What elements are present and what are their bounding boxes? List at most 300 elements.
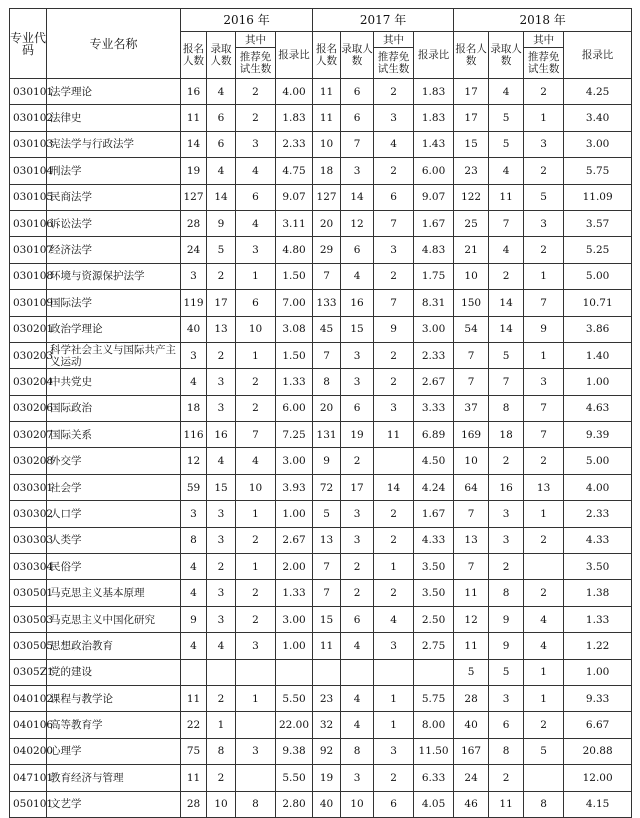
table-cell: 9 bbox=[181, 606, 207, 632]
table-cell: 40 bbox=[181, 316, 207, 342]
header-applicants: 报名人数 bbox=[313, 32, 341, 79]
table-cell: 1 bbox=[524, 105, 564, 131]
table-cell: 5.00 bbox=[564, 263, 632, 289]
table-cell: 45 bbox=[313, 316, 341, 342]
table-cell: 15 bbox=[454, 131, 489, 157]
table-cell: 5.25 bbox=[564, 237, 632, 263]
table-cell: 6.67 bbox=[564, 712, 632, 738]
table-cell: 8 bbox=[489, 738, 524, 764]
table-cell: 2 bbox=[524, 580, 564, 606]
table-cell: 1.33 bbox=[276, 369, 313, 395]
table-cell: 133 bbox=[313, 290, 341, 316]
table-cell: 9.38 bbox=[276, 738, 313, 764]
header-year: 2018 年 bbox=[454, 9, 632, 32]
table-cell bbox=[374, 448, 414, 474]
major-code: 030301 bbox=[10, 474, 47, 500]
table-cell: 1.75 bbox=[414, 263, 454, 289]
table-cell: 6 bbox=[341, 395, 374, 421]
table-cell: 3.08 bbox=[276, 316, 313, 342]
table-row bbox=[10, 158, 632, 184]
header-applicants: 报名人数 bbox=[181, 32, 207, 79]
major-code: 030203 bbox=[10, 342, 47, 368]
table-cell: 1 bbox=[374, 712, 414, 738]
table-cell: 7 bbox=[524, 422, 564, 448]
table-cell: 3 bbox=[181, 342, 207, 368]
table-cell: 5.75 bbox=[414, 685, 454, 711]
table-cell: 28 bbox=[181, 791, 207, 817]
table-cell: 7 bbox=[374, 210, 414, 236]
table-cell: 11 bbox=[181, 685, 207, 711]
header-of-which: 其中 bbox=[236, 32, 276, 48]
table-cell: 20 bbox=[313, 395, 341, 421]
major-code: 047101 bbox=[10, 765, 47, 791]
table-cell: 3 bbox=[207, 606, 236, 632]
major-code: 0305Z1 bbox=[10, 659, 47, 685]
header-name: 专业名称 bbox=[47, 9, 181, 79]
table-cell: 4 bbox=[207, 633, 236, 659]
table-cell: 12 bbox=[181, 448, 207, 474]
table-cell: 2 bbox=[374, 527, 414, 553]
table-cell: 3 bbox=[374, 105, 414, 131]
table-cell: 11 bbox=[454, 633, 489, 659]
table-cell: 4 bbox=[374, 606, 414, 632]
table-cell: 16 bbox=[181, 79, 207, 105]
table-cell: 15 bbox=[313, 606, 341, 632]
header-ratio: 报录比 bbox=[414, 32, 454, 79]
major-code: 030302 bbox=[10, 501, 47, 527]
table-cell: 2 bbox=[374, 263, 414, 289]
major-name: 心理学 bbox=[47, 738, 181, 764]
table-cell bbox=[414, 659, 454, 685]
header-recommended: 推荐免试生数 bbox=[374, 48, 414, 79]
table-cell: 6.89 bbox=[414, 422, 454, 448]
table-cell: 7 bbox=[454, 342, 489, 368]
table-cell: 2 bbox=[207, 765, 236, 791]
table-cell: 8 bbox=[236, 791, 276, 817]
table-row bbox=[10, 633, 632, 659]
table-cell: 7 bbox=[313, 263, 341, 289]
table-row bbox=[10, 237, 632, 263]
major-name: 国际政治 bbox=[47, 395, 181, 421]
table-cell: 16 bbox=[207, 422, 236, 448]
table-cell: 7 bbox=[524, 290, 564, 316]
table-cell: 1 bbox=[207, 712, 236, 738]
table-cell: 2.33 bbox=[564, 501, 632, 527]
table-cell: 4.15 bbox=[564, 791, 632, 817]
table-cell: 9 bbox=[374, 316, 414, 342]
table-cell: 7 bbox=[341, 131, 374, 157]
table-cell: 4 bbox=[236, 210, 276, 236]
header-year: 2016 年 bbox=[181, 9, 313, 32]
table-cell: 2 bbox=[207, 342, 236, 368]
table-cell: 1.83 bbox=[414, 105, 454, 131]
header-admitted: 录取人数 bbox=[489, 32, 524, 79]
table-cell: 5 bbox=[489, 105, 524, 131]
major-name: 刑法学 bbox=[47, 158, 181, 184]
table-cell: 9 bbox=[207, 210, 236, 236]
major-code: 030109 bbox=[10, 290, 47, 316]
table-cell: 116 bbox=[181, 422, 207, 448]
table-row bbox=[10, 369, 632, 395]
table-cell: 40 bbox=[313, 791, 341, 817]
table-cell: 11 bbox=[313, 633, 341, 659]
table-cell: 6 bbox=[207, 105, 236, 131]
table-row bbox=[10, 738, 632, 764]
table-cell: 24 bbox=[454, 765, 489, 791]
table-cell bbox=[207, 659, 236, 685]
table-cell: 3.50 bbox=[564, 554, 632, 580]
table-cell bbox=[374, 659, 414, 685]
table-cell: 16 bbox=[341, 290, 374, 316]
table-cell: 16 bbox=[489, 474, 524, 500]
table-row bbox=[10, 580, 632, 606]
major-code: 030501 bbox=[10, 580, 47, 606]
table-cell: 4 bbox=[524, 606, 564, 632]
table-cell: 7 bbox=[454, 501, 489, 527]
table-cell: 3 bbox=[341, 765, 374, 791]
table-cell: 1.83 bbox=[276, 105, 313, 131]
table-cell: 14 bbox=[374, 474, 414, 500]
table-row bbox=[10, 422, 632, 448]
major-name: 民俗学 bbox=[47, 554, 181, 580]
table-cell: 17 bbox=[341, 474, 374, 500]
table-row bbox=[10, 791, 632, 817]
table-cell: 1 bbox=[524, 342, 564, 368]
table-cell: 3.00 bbox=[276, 448, 313, 474]
table-cell: 11 bbox=[374, 422, 414, 448]
table-cell: 10 bbox=[236, 316, 276, 342]
table-cell: 5 bbox=[524, 738, 564, 764]
table-cell: 1.00 bbox=[276, 501, 313, 527]
table-cell: 150 bbox=[454, 290, 489, 316]
table-cell: 23 bbox=[313, 685, 341, 711]
table-cell: 3 bbox=[341, 527, 374, 553]
table-cell: 7 bbox=[313, 342, 341, 368]
table-row bbox=[10, 527, 632, 553]
table-cell: 4.50 bbox=[414, 448, 454, 474]
table-cell: 19 bbox=[313, 765, 341, 791]
table-cell bbox=[236, 712, 276, 738]
table-cell: 2 bbox=[236, 395, 276, 421]
table-cell: 4 bbox=[236, 448, 276, 474]
header-recommended: 推荐免试生数 bbox=[236, 48, 276, 79]
table-cell: 28 bbox=[181, 210, 207, 236]
table-cell: 20.88 bbox=[564, 738, 632, 764]
table-row bbox=[10, 474, 632, 500]
table-cell: 92 bbox=[313, 738, 341, 764]
table-cell: 2 bbox=[524, 712, 564, 738]
table-cell: 18 bbox=[313, 158, 341, 184]
table-cell: 7.00 bbox=[276, 290, 313, 316]
table-cell: 17 bbox=[207, 290, 236, 316]
table-row bbox=[10, 342, 632, 368]
table-cell: 2 bbox=[374, 158, 414, 184]
table-cell: 2 bbox=[236, 105, 276, 131]
table-cell: 14 bbox=[207, 184, 236, 210]
table-cell: 8 bbox=[207, 738, 236, 764]
table-cell: 1.00 bbox=[276, 633, 313, 659]
major-code: 030107 bbox=[10, 237, 47, 263]
table-cell: 2 bbox=[524, 158, 564, 184]
table-cell: 1 bbox=[524, 263, 564, 289]
header-admitted: 录取人数 bbox=[341, 32, 374, 79]
table-cell: 2 bbox=[374, 79, 414, 105]
table-cell: 6.00 bbox=[276, 395, 313, 421]
table-cell: 2 bbox=[374, 501, 414, 527]
table-cell: 10 bbox=[341, 791, 374, 817]
table-cell: 2 bbox=[524, 527, 564, 553]
major-name: 宪法学与行政法学 bbox=[47, 131, 181, 157]
major-name: 教育经济与管理 bbox=[47, 765, 181, 791]
table-cell bbox=[236, 765, 276, 791]
table-cell: 6 bbox=[236, 290, 276, 316]
table-cell: 4 bbox=[489, 237, 524, 263]
table-cell: 2.67 bbox=[276, 527, 313, 553]
table-cell: 2.67 bbox=[414, 369, 454, 395]
major-code: 030204 bbox=[10, 369, 47, 395]
table-cell: 2 bbox=[236, 527, 276, 553]
major-code: 030106 bbox=[10, 210, 47, 236]
table-cell: 3.00 bbox=[414, 316, 454, 342]
major-code: 030108 bbox=[10, 263, 47, 289]
table-cell: 4.83 bbox=[414, 237, 454, 263]
table-cell: 2 bbox=[374, 369, 414, 395]
major-name: 诉讼法学 bbox=[47, 210, 181, 236]
table-cell bbox=[276, 659, 313, 685]
table-cell: 1.50 bbox=[276, 342, 313, 368]
table-cell: 3 bbox=[207, 501, 236, 527]
table-cell: 119 bbox=[181, 290, 207, 316]
table-cell: 10 bbox=[236, 474, 276, 500]
major-code: 030208 bbox=[10, 448, 47, 474]
header-admitted: 录取人数 bbox=[207, 32, 236, 79]
table-cell: 3 bbox=[181, 263, 207, 289]
table-cell: 8 bbox=[489, 395, 524, 421]
table-cell: 2 bbox=[524, 237, 564, 263]
table-cell: 3 bbox=[524, 210, 564, 236]
table-cell: 1.00 bbox=[564, 369, 632, 395]
table-cell: 6 bbox=[341, 237, 374, 263]
table-cell: 3 bbox=[374, 395, 414, 421]
table-cell: 127 bbox=[181, 184, 207, 210]
table-cell: 4 bbox=[341, 263, 374, 289]
table-cell: 3.11 bbox=[276, 210, 313, 236]
table-row bbox=[10, 210, 632, 236]
table-cell: 3 bbox=[489, 685, 524, 711]
table-cell: 13 bbox=[524, 474, 564, 500]
table-cell: 6 bbox=[236, 184, 276, 210]
table-cell: 46 bbox=[454, 791, 489, 817]
major-code: 030503 bbox=[10, 606, 47, 632]
table-cell: 5 bbox=[313, 501, 341, 527]
header-applicants: 报名人数 bbox=[454, 32, 489, 79]
table-cell: 9 bbox=[489, 606, 524, 632]
table-cell: 3 bbox=[374, 633, 414, 659]
table-cell: 1.67 bbox=[414, 501, 454, 527]
header-recommended: 推荐免试生数 bbox=[524, 48, 564, 79]
table-cell: 11 bbox=[313, 105, 341, 131]
major-name: 人口学 bbox=[47, 501, 181, 527]
table-cell: 9.07 bbox=[276, 184, 313, 210]
table-cell: 8 bbox=[341, 738, 374, 764]
table-cell: 11 bbox=[489, 184, 524, 210]
table-cell: 1 bbox=[374, 554, 414, 580]
table-cell: 4 bbox=[207, 158, 236, 184]
table-cell: 4 bbox=[341, 712, 374, 738]
table-cell: 3 bbox=[341, 501, 374, 527]
table-body bbox=[10, 79, 632, 818]
table-cell: 3 bbox=[341, 158, 374, 184]
major-name: 文艺学 bbox=[47, 791, 181, 817]
major-code: 050101 bbox=[10, 791, 47, 817]
major-code: 030201 bbox=[10, 316, 47, 342]
table-cell: 4.80 bbox=[276, 237, 313, 263]
table-cell: 72 bbox=[313, 474, 341, 500]
major-name: 科学社会主义与国际共产主义运动 bbox=[47, 342, 181, 368]
table-cell: 20 bbox=[313, 210, 341, 236]
table-cell: 21 bbox=[454, 237, 489, 263]
table-cell: 8.00 bbox=[414, 712, 454, 738]
table-cell: 6.00 bbox=[414, 158, 454, 184]
major-name: 法律史 bbox=[47, 105, 181, 131]
table-cell: 4 bbox=[524, 633, 564, 659]
major-name: 政治学理论 bbox=[47, 316, 181, 342]
table-cell: 59 bbox=[181, 474, 207, 500]
table-row bbox=[10, 712, 632, 738]
major-code: 030102 bbox=[10, 105, 47, 131]
table-cell: 2 bbox=[341, 554, 374, 580]
table-cell: 3 bbox=[181, 501, 207, 527]
table-cell: 1.40 bbox=[564, 342, 632, 368]
major-name: 中共党史 bbox=[47, 369, 181, 395]
table-cell: 7.25 bbox=[276, 422, 313, 448]
table-cell: 75 bbox=[181, 738, 207, 764]
table-cell: 4.33 bbox=[414, 527, 454, 553]
table-cell: 127 bbox=[313, 184, 341, 210]
major-name: 社会学 bbox=[47, 474, 181, 500]
table-cell: 11 bbox=[313, 79, 341, 105]
table-cell: 18 bbox=[181, 395, 207, 421]
table-cell: 2 bbox=[236, 580, 276, 606]
table-cell: 3 bbox=[207, 369, 236, 395]
table-cell: 7 bbox=[236, 422, 276, 448]
table-cell: 40 bbox=[454, 712, 489, 738]
major-name: 马克思主义中国化研究 bbox=[47, 606, 181, 632]
table-cell: 10 bbox=[313, 131, 341, 157]
table-cell: 1 bbox=[236, 554, 276, 580]
table-cell: 1.67 bbox=[414, 210, 454, 236]
major-name: 法学理论 bbox=[47, 79, 181, 105]
table-row bbox=[10, 79, 632, 105]
major-code: 030206 bbox=[10, 395, 47, 421]
table-cell: 14 bbox=[489, 290, 524, 316]
major-code: 040200 bbox=[10, 738, 47, 764]
table-cell: 7 bbox=[489, 369, 524, 395]
table-cell: 4 bbox=[181, 369, 207, 395]
table-cell: 37 bbox=[454, 395, 489, 421]
table-cell: 2.50 bbox=[414, 606, 454, 632]
header-ratio: 报录比 bbox=[276, 32, 313, 79]
table-row bbox=[10, 184, 632, 210]
table-cell: 12 bbox=[341, 210, 374, 236]
table-cell: 12.00 bbox=[564, 765, 632, 791]
table-cell: 22 bbox=[181, 712, 207, 738]
table-cell: 28 bbox=[454, 685, 489, 711]
table-cell: 3.00 bbox=[564, 131, 632, 157]
table-cell: 7 bbox=[524, 395, 564, 421]
table-cell: 1 bbox=[236, 685, 276, 711]
table-cell: 2 bbox=[489, 765, 524, 791]
table-cell: 3.57 bbox=[564, 210, 632, 236]
table-cell: 131 bbox=[313, 422, 341, 448]
table-cell: 2 bbox=[236, 606, 276, 632]
major-code: 030303 bbox=[10, 527, 47, 553]
table-cell: 3.33 bbox=[414, 395, 454, 421]
table-cell: 4.00 bbox=[564, 474, 632, 500]
table-cell bbox=[236, 659, 276, 685]
table-cell: 8 bbox=[313, 369, 341, 395]
table-cell: 3 bbox=[374, 738, 414, 764]
major-name: 高等教育学 bbox=[47, 712, 181, 738]
table-cell: 1.00 bbox=[564, 659, 632, 685]
major-code: 030304 bbox=[10, 554, 47, 580]
table-cell: 2 bbox=[236, 79, 276, 105]
table-cell: 2.33 bbox=[414, 342, 454, 368]
table-cell: 5 bbox=[489, 131, 524, 157]
table-cell: 2 bbox=[207, 685, 236, 711]
table-cell: 4 bbox=[341, 633, 374, 659]
table-cell: 19 bbox=[341, 422, 374, 448]
table-header bbox=[10, 9, 632, 79]
table-cell: 3.00 bbox=[276, 606, 313, 632]
table-cell: 1.38 bbox=[564, 580, 632, 606]
table-cell: 6 bbox=[341, 105, 374, 131]
table-cell: 6 bbox=[489, 712, 524, 738]
major-name: 人类学 bbox=[47, 527, 181, 553]
table-cell: 11 bbox=[489, 791, 524, 817]
table-cell: 9.39 bbox=[564, 422, 632, 448]
table-cell: 7 bbox=[489, 210, 524, 236]
major-name: 外交学 bbox=[47, 448, 181, 474]
table-cell: 23 bbox=[454, 158, 489, 184]
table-cell: 4 bbox=[341, 685, 374, 711]
table-cell: 4 bbox=[489, 79, 524, 105]
table-cell: 3 bbox=[236, 237, 276, 263]
table-cell: 7 bbox=[374, 290, 414, 316]
table-cell: 7 bbox=[454, 369, 489, 395]
table-cell: 3 bbox=[524, 369, 564, 395]
table-cell: 15 bbox=[341, 316, 374, 342]
table-cell: 5 bbox=[524, 184, 564, 210]
table-cell: 10 bbox=[454, 448, 489, 474]
table-cell: 3.40 bbox=[564, 105, 632, 131]
table-cell bbox=[524, 554, 564, 580]
table-cell: 5 bbox=[489, 659, 524, 685]
table-cell: 10 bbox=[454, 263, 489, 289]
table-cell: 14 bbox=[341, 184, 374, 210]
table-cell: 2 bbox=[374, 765, 414, 791]
table-row bbox=[10, 448, 632, 474]
major-code: 030101 bbox=[10, 79, 47, 105]
table-cell: 13 bbox=[454, 527, 489, 553]
table-cell: 64 bbox=[454, 474, 489, 500]
table-cell: 13 bbox=[207, 316, 236, 342]
table-cell: 2 bbox=[341, 580, 374, 606]
major-name: 马克思主义基本原理 bbox=[47, 580, 181, 606]
header-of-which: 其中 bbox=[524, 32, 564, 48]
table-row bbox=[10, 606, 632, 632]
table-row bbox=[10, 131, 632, 157]
